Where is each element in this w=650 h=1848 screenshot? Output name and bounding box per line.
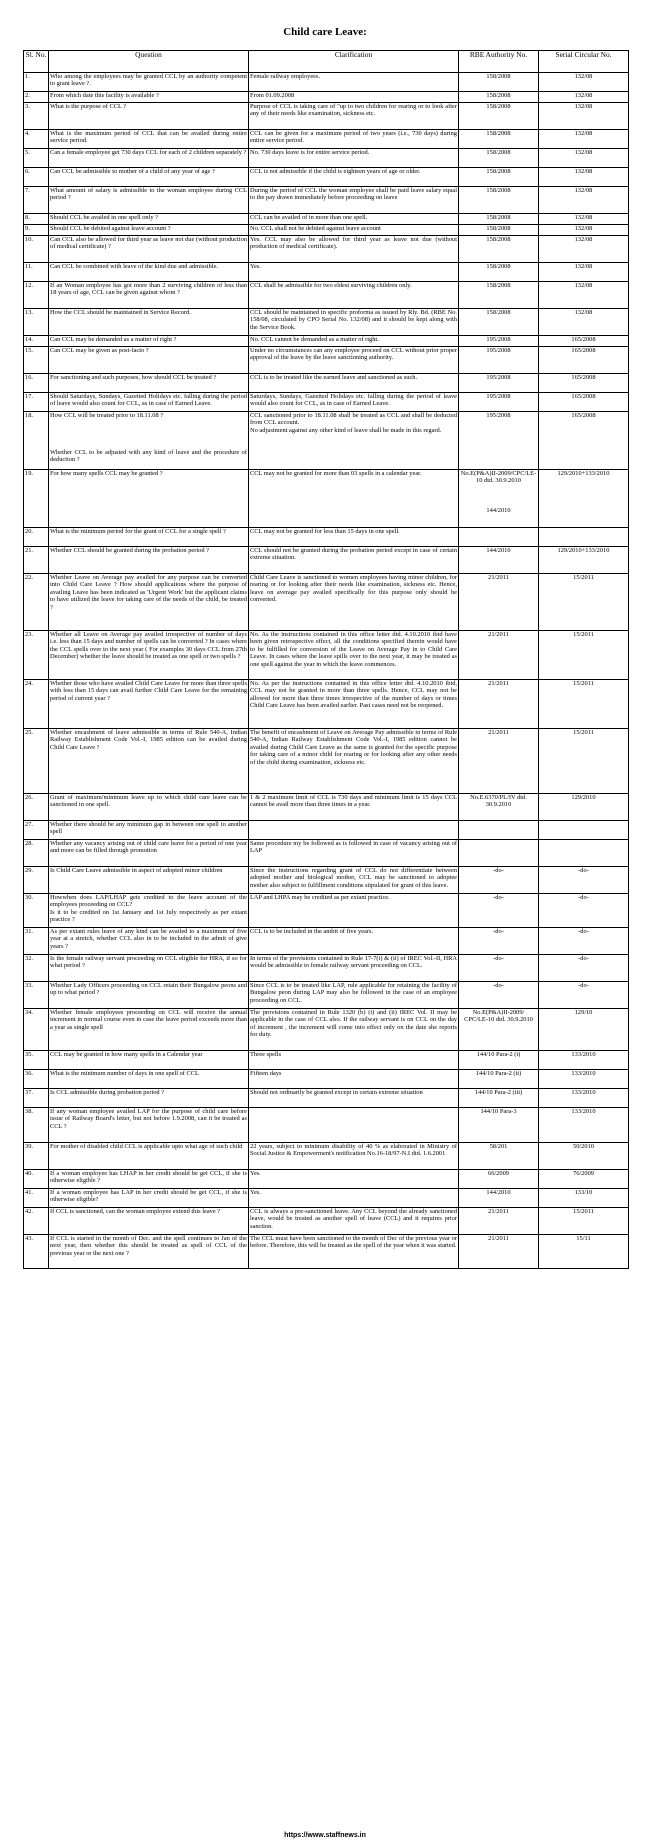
cell-serial-circular: 132/08 — [539, 92, 629, 103]
cell-clarification: Three spells — [249, 1051, 459, 1070]
cell-clarification: The benefit of encashment of Leave on Average Pay admissible in terms of Rule 540-A, Indian Railway Establishment Code Vol.-I, 1985 edition cannot be availed during Child Care Leave as the same is granted for the specific purpose for taking care of a minor child for rearing or for looking after any other needs of the child during examination, sickness etc. — [249, 729, 459, 794]
cell-question: Grant of maximum/minimum leave up to which child care leave can be sanctioned in one spell. — [49, 794, 249, 821]
cell-question: How the CCL should be maintained in Service Record. — [49, 309, 249, 336]
cell-rbe-authority — [459, 821, 539, 840]
table-row — [24, 528, 629, 547]
cell-clarification: Under no circumstances can any employee proceed on CCL without prior proper approval of the leave by the leave sanctioning authority. — [249, 347, 459, 374]
cell-clarification: CCL is always a pre-sanctioned leave. Any CCL beyond the already sanctioned leave, would be treated as another spell of leave (CCL) and it requires prior sanction. — [249, 1208, 459, 1235]
header-rbe-authority: RBE Authority No. — [459, 51, 539, 73]
cell-sl-no: 37. — [24, 1089, 49, 1108]
cell-question: Who among the employees may be granted CCL by an authority competent to grant leave ?. — [49, 73, 249, 92]
cell-rbe-authority — [459, 840, 539, 867]
cell-sl-no: 30. — [24, 894, 49, 928]
cell-rbe-authority: 21/2011 — [459, 1235, 539, 1269]
cell-rbe-authority: 21/2011 — [459, 1208, 539, 1235]
table-row — [24, 103, 629, 130]
cell-clarification: No. CCL shall not be debited against leave account — [249, 225, 459, 236]
cell-rbe-authority: 195/2008 — [459, 374, 539, 393]
table-row — [24, 574, 629, 631]
cell-sl-no: 22. — [24, 574, 49, 631]
table-row — [24, 1189, 629, 1208]
cell-clarification: 22 years, subject to minimum disability of 40 % as elaborated in Ministry of Social Justice & Empowerment's notification No.16-18/97-N.I dtd. 1.6.2001 — [249, 1143, 459, 1170]
cell-question: For how many spells CCL may be granted ? — [49, 470, 249, 528]
cell-serial-circular: 50/2010 — [539, 1143, 629, 1170]
cell-sl-no: 32. — [24, 955, 49, 982]
cell-serial-circular: -do- — [539, 982, 629, 1009]
cell-sl-no: 31. — [24, 928, 49, 955]
cell-rbe-authority: 195/2008 — [459, 393, 539, 412]
cell-sl-no: 3. — [24, 103, 49, 130]
cell-serial-circular: 133/10 — [539, 1189, 629, 1208]
cell-rbe-authority: 58/201 — [459, 1143, 539, 1170]
cell-rbe-authority: 158/2008 — [459, 168, 539, 187]
cell-sl-no: 23. — [24, 631, 49, 680]
cell-rbe-authority: 158/2008 — [459, 130, 539, 149]
cell-clarification: Purpose of CCL is taking care of "up to two children for rearing or to look after any of their needs like examination, sickness etc. — [249, 103, 459, 130]
cell-question: Whether Lady Officers proceeding on CCL retain their Bungalow peons and up to what period ? — [49, 982, 249, 1009]
cell-sl-no: 36. — [24, 1070, 49, 1089]
cell-rbe-authority: 158/2008 — [459, 187, 539, 214]
cell-serial-circular: 132/08 — [539, 73, 629, 92]
table-row — [24, 928, 629, 955]
table-row — [24, 412, 629, 470]
table-row — [24, 263, 629, 282]
cell-question: Howwhen does LAP/LHAP gets credited to the leave account of the employees proceeding on CCL? Is it to be credited on 1st January and 1st July respectively as per extant practice ? — [49, 894, 249, 928]
table-row — [24, 309, 629, 336]
cell-clarification: No. 730 days leave is for entire service period. — [249, 149, 459, 168]
table-row — [24, 867, 629, 894]
cell-question: CCL may be granted in how many spells in a Calendar year — [49, 1051, 249, 1070]
cell-rbe-authority: -do- — [459, 982, 539, 1009]
cell-serial-circular: 133/2010 — [539, 1108, 629, 1143]
cell-sl-no: 20. — [24, 528, 49, 547]
ccl-table — [23, 50, 629, 1269]
cell-clarification: No. CCL cannot be demanded as a matter of right. — [249, 336, 459, 347]
cell-rbe-authority: 21/2011 — [459, 680, 539, 729]
cell-sl-no: 33. — [24, 982, 49, 1009]
cell-clarification: Yes. — [249, 1189, 459, 1208]
cell-clarification — [249, 821, 459, 840]
cell-question: Can CCL be combined with leave of the kind due and admissible. — [49, 263, 249, 282]
cell-rbe-authority: 144/10 Para-2 (i) — [459, 1051, 539, 1070]
cell-question: If an Woman employee has got more than 2 surviving children of less than 18 years of age, CCL can be given against whom ? — [49, 282, 249, 309]
cell-question: What is the purpose of CCL ? — [49, 103, 249, 130]
cell-sl-no: 43. — [24, 1235, 49, 1269]
cell-serial-circular: 165/2008 — [539, 347, 629, 374]
cell-clarification: CCL may not be granted for more than 03 spells in a calendar year. — [249, 470, 459, 528]
cell-clarification: The CCL must have been sanctioned to the month of Dec of the previous year or before. Therefore, this will be treated as the spell of the year when it was started. — [249, 1235, 459, 1269]
cell-sl-no: 34. — [24, 1009, 49, 1051]
cell-question: If any woman employee availed LAP for the purpose of child care before issue of Railway Board's letter, but not before 1.9.2008, can it be treated as CCL ? — [49, 1108, 249, 1143]
cell-rbe-authority: 158/2008 — [459, 73, 539, 92]
cell-rbe-authority: 144/10 Para-2 (ii) — [459, 1070, 539, 1089]
table-row — [24, 130, 629, 149]
cell-question: Can CCL may be demanded as a matter of right ? — [49, 336, 249, 347]
cell-serial-circular: 132/08 — [539, 236, 629, 263]
table-row — [24, 336, 629, 347]
table-row — [24, 1235, 629, 1269]
cell-question: Whether female employees proceeding on CCL will receive the annual increment in normal course even in case the leave period exceeds more than a year as single spell — [49, 1009, 249, 1051]
cell-sl-no: 6. — [24, 168, 49, 187]
table-row — [24, 1170, 629, 1189]
cell-serial-circular: -do- — [539, 928, 629, 955]
cell-serial-circular: 15/2011 — [539, 729, 629, 794]
cell-sl-no: 28. — [24, 840, 49, 867]
cell-sl-no: 7. — [24, 187, 49, 214]
cell-clarification: Saturdays, Sundays, Gazetted Holidays etc. falling during the period of leave would also count for CCL, as in case of Earned Leave. — [249, 393, 459, 412]
table-row — [24, 214, 629, 225]
cell-sl-no: 15. — [24, 347, 49, 374]
table-row — [24, 225, 629, 236]
cell-question: Is the female railway servant proceeding on CCL eligible for HRA, if so for what period ? — [49, 955, 249, 982]
cell-sl-no: 14. — [24, 336, 49, 347]
cell-serial-circular: -do- — [539, 894, 629, 928]
cell-clarification: CCL should not be granted during the probation period except in case of certain extreme situation. — [249, 547, 459, 574]
cell-rbe-authority: 158/2008 — [459, 149, 539, 168]
table-row — [24, 821, 629, 840]
cell-sl-no: 26. — [24, 794, 49, 821]
page-title: Child care Leave: — [283, 26, 367, 38]
cell-sl-no: 29. — [24, 867, 49, 894]
cell-question: Can CCL be admissible to mother of a child of any year of age ? — [49, 168, 249, 187]
cell-clarification — [249, 1108, 459, 1143]
cell-rbe-authority: 144/2010 — [459, 547, 539, 574]
table-row — [24, 547, 629, 574]
cell-sl-no: 27. — [24, 821, 49, 840]
cell-sl-no: 21. — [24, 547, 49, 574]
table-row — [24, 236, 629, 263]
cell-question: Is CCL admissible during probation period ? — [49, 1089, 249, 1108]
table-row — [24, 955, 629, 982]
cell-clarification: CCL may not be granted for less than 15 days in one spell. — [249, 528, 459, 547]
table-row — [24, 1108, 629, 1143]
cell-clarification: 1 & 2 maximum limit of CCL is 730 days and minimum limit is 15 days CCL cannot be avail more than three times in a year. — [249, 794, 459, 821]
table-row — [24, 187, 629, 214]
table-row — [24, 149, 629, 168]
cell-serial-circular: 129/2010+133/2010 — [539, 547, 629, 574]
table-row — [24, 1089, 629, 1108]
cell-serial-circular: 132/08 — [539, 263, 629, 282]
cell-serial-circular: 132/08 — [539, 130, 629, 149]
table-row — [24, 894, 629, 928]
cell-rbe-authority — [459, 528, 539, 547]
table-row — [24, 729, 629, 794]
cell-serial-circular — [539, 821, 629, 840]
cell-question: If CCL is sanctioned, can the woman employee extend this leave ? — [49, 1208, 249, 1235]
cell-clarification: CCL sanctioned prior to 18.11.08 shall be treated as CCL and shall be deducted from CCL account. No adjustment against any other kind of leave shall be made in this regard. — [249, 412, 459, 470]
cell-clarification: CCL is to be included in the ambit of five years. — [249, 928, 459, 955]
cell-serial-circular: 15/2011 — [539, 631, 629, 680]
cell-serial-circular: 165/2008 — [539, 374, 629, 393]
cell-rbe-authority: 158/2008 — [459, 282, 539, 309]
table-row — [24, 1070, 629, 1089]
cell-clarification: No. As per the instructions contained in this office letter dtd. 4.10.2010 ibid, CCL may not be granted in more than three spells. Hence, CCL may not be allowed for more than three times irrespective of the number of days or times Child Care Leave has been availed earlier. Past cases need not be reopened. — [249, 680, 459, 729]
cell-rbe-authority: 158/2008 — [459, 225, 539, 236]
table-row — [24, 1051, 629, 1070]
cell-rbe-authority: 144/10 Para-2 (iii) — [459, 1089, 539, 1108]
cell-clarification: From 01.09.2008 — [249, 92, 459, 103]
table-row — [24, 1009, 629, 1051]
table-row — [24, 393, 629, 412]
cell-rbe-authority: No.E(P&A)II-2009/CPC/LE-10 dtd. 30.9.2010 144/2010 — [459, 470, 539, 528]
cell-question: Whether CCL should be granted during the probation period ? — [49, 547, 249, 574]
cell-serial-circular: 132/08 — [539, 168, 629, 187]
cell-rbe-authority: 21/2011 — [459, 729, 539, 794]
cell-sl-no: 38. — [24, 1108, 49, 1143]
cell-rbe-authority: -do- — [459, 955, 539, 982]
cell-sl-no: 40. — [24, 1170, 49, 1189]
cell-clarification: Should not ordinarily be granted except in certain extreme situation — [249, 1089, 459, 1108]
cell-serial-circular: 129/10 — [539, 1009, 629, 1051]
cell-clarification: LAP and LHPA may be credited as per extant practice. — [249, 894, 459, 928]
header-clarification: Clarification — [249, 51, 459, 73]
cell-rbe-authority: 195/2008 — [459, 412, 539, 470]
table-row — [24, 168, 629, 187]
cell-serial-circular: 133/2010 — [539, 1051, 629, 1070]
cell-rbe-authority: 158/2008 — [459, 309, 539, 336]
table-row — [24, 282, 629, 309]
cell-question: If CCL is started in the month of Dec. and the spell continues to Jan of the next year, then whether this should be treated as spell of CCL of the previous year or the next one ? — [49, 1235, 249, 1269]
cell-serial-circular: 132/08 — [539, 225, 629, 236]
cell-clarification: Female railway employees. — [249, 73, 459, 92]
cell-serial-circular: 132/08 — [539, 309, 629, 336]
cell-serial-circular: 15/2011 — [539, 1208, 629, 1235]
table-row — [24, 840, 629, 867]
cell-clarification: CCL should be maintained in specific proforma as issued by Rly. Bd. (RBE No. 158/08, circulated by CPO Serial No. 132/08) and it should be kept along with the Service Book. — [249, 309, 459, 336]
cell-sl-no: 11. — [24, 263, 49, 282]
cell-clarification: During the period of CCL the woman employee shall be paid leave salary equal to the pay drawn immediately before proceeding on leave — [249, 187, 459, 214]
cell-serial-circular: 132/08 — [539, 214, 629, 225]
cell-serial-circular: 132/08 — [539, 149, 629, 168]
cell-rbe-authority: 158/2008 — [459, 214, 539, 225]
cell-sl-no: 12. — [24, 282, 49, 309]
cell-sl-no: 25. — [24, 729, 49, 794]
cell-question: If a woman employee has LAP in her credit should be get CCL, if she is otherwise eligible? — [49, 1189, 249, 1208]
cell-clarification: CCL can be given for a maximum period of two years (i.e., 730 days) during entire service period. — [249, 130, 459, 149]
table-header-row — [24, 51, 629, 73]
cell-rbe-authority: 21/2011 — [459, 574, 539, 631]
cell-serial-circular: 15/2011 — [539, 680, 629, 729]
cell-serial-circular: 15/2011 — [539, 574, 629, 631]
cell-question: What is the minimum number of days in one spell of CCL — [49, 1070, 249, 1089]
cell-sl-no: 24. — [24, 680, 49, 729]
cell-question: Is Child Care Leave admissible in aspect of adopted minor children — [49, 867, 249, 894]
table-row — [24, 470, 629, 528]
cell-serial-circular: 133/2010 — [539, 1070, 629, 1089]
cell-sl-no: 2. — [24, 92, 49, 103]
table-row — [24, 1208, 629, 1235]
cell-clarification: CCL shall be admissible for two eldest surviving children only. — [249, 282, 459, 309]
cell-sl-no: 4. — [24, 130, 49, 149]
cell-serial-circular: 165/2008 — [539, 393, 629, 412]
table-row — [24, 374, 629, 393]
header-serial-circular: Serial Circular No. — [539, 51, 629, 73]
cell-serial-circular — [539, 840, 629, 867]
cell-sl-no: 17. — [24, 393, 49, 412]
cell-question: As per extant rules leave of any kind can be availed to a maximum of five year at a stretch, whether CCL also in to be included in the admit of give years ? — [49, 928, 249, 955]
cell-serial-circular: 165/2008 — [539, 412, 629, 470]
cell-sl-no: 9. — [24, 225, 49, 236]
cell-serial-circular: 15/11 — [539, 1235, 629, 1269]
cell-question: Should CCL be availed in one spell only ? — [49, 214, 249, 225]
cell-question: For mother of disabled child CCL is applicable upto what age of such child — [49, 1143, 249, 1170]
cell-serial-circular — [539, 528, 629, 547]
cell-clarification: CCL is not admissible if the child is eighteen years of age or older. — [249, 168, 459, 187]
cell-serial-circular: 132/08 — [539, 103, 629, 130]
cell-rbe-authority: 158/2008 — [459, 263, 539, 282]
cell-serial-circular: 129/2010 — [539, 794, 629, 821]
cell-question: Can CCL also be allowed for third year as leave not due (without production of medical certificate) ? — [49, 236, 249, 263]
table-row — [24, 794, 629, 821]
cell-clarification: Since CCL is to be treated like LAP, rule applicable for retaining the facility of Bungalow peon during LAP may also be followed in the case of an employee proceeding on CCL. — [249, 982, 459, 1009]
cell-serial-circular: -do- — [539, 867, 629, 894]
cell-sl-no: 39. — [24, 1143, 49, 1170]
cell-clarification: CCL is to be treated like the earned leave and sanctioned as such. — [249, 374, 459, 393]
cell-rbe-authority: -do- — [459, 928, 539, 955]
cell-question: What amount of salary is admissible to the woman employee during CCL period ? — [49, 187, 249, 214]
cell-question: Whether all Leave on Average pay availed irrespective of number of days i.e. less than 15 days and number of spells can be converted ? In cases where the CCL spells over to the next year ( For examples 30 days CCL from 27th December) whether the leave should be treated as one spell or two spells ? — [49, 631, 249, 680]
table-row — [24, 1143, 629, 1170]
cell-rbe-authority: No.E.6370/PL/IV dtd. 30.9.2010 — [459, 794, 539, 821]
cell-serial-circular: 129/2010+133/2010 — [539, 470, 629, 528]
cell-question: Whether those who have availed Child Care Leave for more than three spells with less than 15 days can avail further Child Care Leave for the remaining period of current year ? — [49, 680, 249, 729]
cell-rbe-authority: -do- — [459, 894, 539, 928]
cell-rbe-authority: 158/2008 — [459, 236, 539, 263]
cell-clarification: Same procedure my be followed as is followed in case of vacancy arising out of LAP — [249, 840, 459, 867]
cell-sl-no: 18. — [24, 412, 49, 470]
cell-serial-circular: -do- — [539, 955, 629, 982]
cell-question: Whether encashment of leave admissible in terms of Rule 540-A, Indian Railway Establishment Code Vol.-I, 1985 edition can be availed during Child Care Leave ? — [49, 729, 249, 794]
cell-serial-circular: 165/2008 — [539, 336, 629, 347]
cell-sl-no: 8. — [24, 214, 49, 225]
cell-sl-no: 42. — [24, 1208, 49, 1235]
cell-question: Can a female employee get 730 days CCL for each of 2 children separately ? — [49, 149, 249, 168]
cell-clarification: CCL can be availed of in more than one spell. — [249, 214, 459, 225]
cell-question: If a woman employee has LHAP in her credit should be get CCL, if she is otherwise eligible ? — [49, 1170, 249, 1189]
cell-sl-no: 41. — [24, 1189, 49, 1208]
cell-sl-no: 13. — [24, 309, 49, 336]
cell-clarification: The provisions contained in Rule 1320 (b) (i) and (ii) IREC Vol. II may be applicable in the case of CCL also. If the railway servant is on CCL on the day of increment , the increment will come into effect only on the date she reports for duty. — [249, 1009, 459, 1051]
cell-question: For sanctioning and such purposes, how should CCL be treated ? — [49, 374, 249, 393]
cell-question: How CCL will be treated prior to 18.11.08 ? Whether CCL to be adjusted with any kind of leave and the procedure of deduction ? — [49, 412, 249, 470]
table-row — [24, 347, 629, 374]
cell-rbe-authority: No.E(P&A)II-2009/ CPC/LE-10 dtd. 30.9.2010 — [459, 1009, 539, 1051]
cell-sl-no: 5. — [24, 149, 49, 168]
cell-serial-circular: 76/2009 — [539, 1170, 629, 1189]
cell-question: Whether any vacancy arising out of child care leave for a period of one year and more can be filled through promotion — [49, 840, 249, 867]
cell-rbe-authority: 195/2008 — [459, 336, 539, 347]
table-row — [24, 680, 629, 729]
cell-rbe-authority: 195/2008 — [459, 347, 539, 374]
cell-clarification: In terms of the provisions contained in Rule 17-7(i) & (ii) of IREC Vol.-II, HRA would be admissible to female railway servant proceeding on CCL. — [249, 955, 459, 982]
cell-question: From which date this facility is available ? — [49, 92, 249, 103]
cell-rbe-authority: 158/2008 — [459, 92, 539, 103]
cell-clarification: Since the instructions regarding grant of CCL do not differentiate between adopted mother and biological mother, CCL may be sanctioned to adoptee mother also subject to fulfillment conditions stipulated for grant of this leave. — [249, 867, 459, 894]
cell-sl-no: 35. — [24, 1051, 49, 1070]
cell-question: What is the minimum period for the grant of CCL for a single spell ? — [49, 528, 249, 547]
cell-rbe-authority: 21/2011 — [459, 631, 539, 680]
table-row — [24, 631, 629, 680]
cell-question: Can CCL may be given as post-facto ? — [49, 347, 249, 374]
cell-clarification: Yes. CCL may also be allowed for third year as leave not due (without production of medical certificate). — [249, 236, 459, 263]
cell-question: What is the maximum period of CCL that can be availed during entire service period. — [49, 130, 249, 149]
cell-rbe-authority: -do- — [459, 867, 539, 894]
cell-sl-no: 19. — [24, 470, 49, 528]
cell-rbe-authority: 158/2008 — [459, 103, 539, 130]
cell-clarification: No. As the instructions contained in this office letter dtd. 4.10.2010 ibid have been given retrospective effect, all the conditions specified therein would have to be fulfilled for conversion of the Leave on Average Pay in to Child Care Leave. In cases where the leave spills over to the next year, it may be treated as one spell against the year in which the leave commences. — [249, 631, 459, 680]
cell-serial-circular: 132/08 — [539, 282, 629, 309]
table-row — [24, 73, 629, 92]
cell-clarification: Child Care Leave is sanctioned to women employees having minor children, for rearing or for looking after their needs like examination, sickness etc. Hence, leave on average pay availed specifically for this purpose only should be converted. — [249, 574, 459, 631]
table-row — [24, 982, 629, 1009]
cell-question: Whether there should be any minimum gap in between one spell to another spell — [49, 821, 249, 840]
cell-serial-circular: 132/08 — [539, 187, 629, 214]
cell-question: Whether Leave on Average pay availed for any purpose can be converted into Child Care Leave ? How should applications where the purpose of availing Leave has been indicated as 'Urgent Work' but the applicant claims to have utilized the leave for taking care of the needs of the child, be treated ? — [49, 574, 249, 631]
cell-rbe-authority: 66/2009 — [459, 1170, 539, 1189]
cell-sl-no: 10. — [24, 236, 49, 263]
table-row — [24, 92, 629, 103]
cell-question: Should Saturdays, Sundays, Gazetted Holidays etc. falling during the period of leave would also count for CCL, as in case of Earned Leave. — [49, 393, 249, 412]
header-question: Question — [49, 51, 249, 73]
cell-rbe-authority: 144/10 Para-3 — [459, 1108, 539, 1143]
cell-clarification: Yes. — [249, 263, 459, 282]
cell-sl-no: 1. — [24, 73, 49, 92]
cell-question: Should CCL be debited against leave account ? — [49, 225, 249, 236]
cell-clarification: Yes. — [249, 1170, 459, 1189]
cell-sl-no: 16. — [24, 374, 49, 393]
cell-clarification: Fifteen days — [249, 1070, 459, 1089]
cell-rbe-authority: 144/2010 — [459, 1189, 539, 1208]
cell-serial-circular: 133/2010 — [539, 1089, 629, 1108]
header-sl-no: Sl. No. — [24, 51, 49, 73]
footer-url: https://www.staffnews.in — [284, 1832, 366, 1839]
